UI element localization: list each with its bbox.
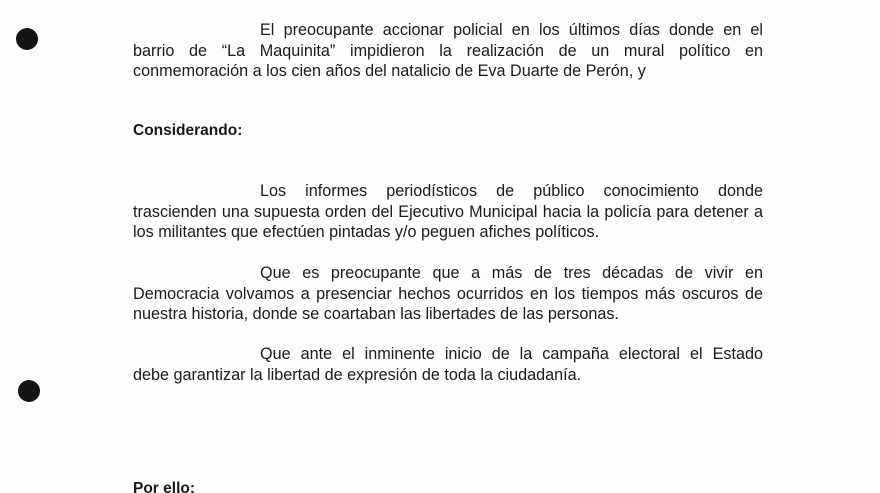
paragraph-first-line: El preocupante accionar policial en los últimos días donde en el [260,21,763,39]
paragraph-first-line: Que es preocupante que a más de tres décadas de vivir en [260,264,763,282]
punch-hole-icon [18,380,40,402]
paragraph-informes-periodisticos [133,181,763,243]
paragraph-democracia [133,263,763,325]
paragraph-campana-electoral [133,344,763,385]
paragraph-body: debe garantizar la libertad de expresión de toda la ciudadanía. [133,365,582,384]
heading-por-ello: Por ello: [133,480,196,493]
paragraph-body: trascienden una supuesta orden del Ejecutivo Municipal hacia la policía para detener a los militantes que efectúen pintadas y/o peguen afiches políticos. [133,202,763,241]
paragraph-accionar-policial [133,20,763,82]
heading-considerando: Considerando: [133,122,243,139]
paragraph-first-line: Que ante el inminente inicio de la campaña electoral el Estado [260,345,763,363]
paragraph-first-line: Los informes periodísticos de público conocimiento donde [260,182,763,200]
paragraph-body: barrio de “La Maquinita” impidieron la realización de un mural político en conmemoración a los cien años del natalicio de Eva Duarte de Perón, y [133,41,763,80]
punch-hole-icon [16,28,38,50]
paragraph-body: Democracia volvamos a presenciar hechos ocurridos en los tiempos más oscuros de nuestra historia, donde se coartaban las libertades de las personas. [133,284,763,323]
